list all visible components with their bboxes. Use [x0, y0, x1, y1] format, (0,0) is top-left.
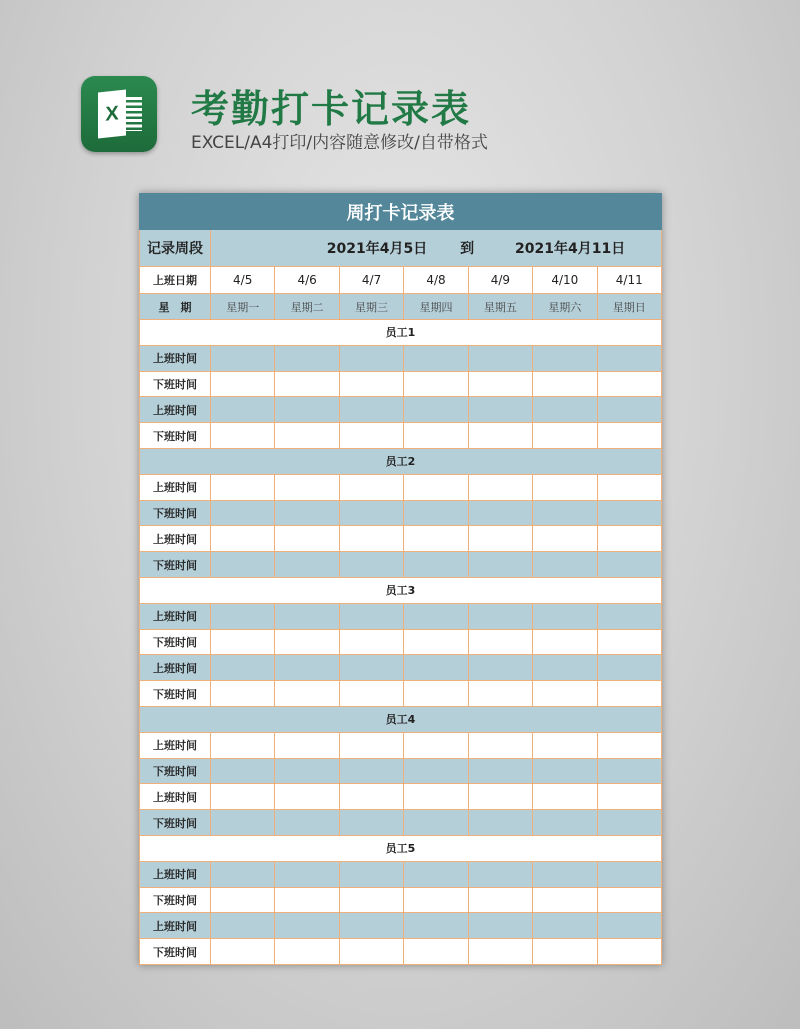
excel-logo-icon: [81, 76, 157, 152]
time-cell[interactable]: [468, 861, 532, 887]
time-row: [140, 939, 662, 965]
time-cell[interactable]: [468, 732, 532, 758]
date-cell[interactable]: 4/6: [275, 267, 339, 294]
date-cell[interactable]: 4/5: [211, 267, 275, 294]
time-cell[interactable]: [339, 371, 403, 397]
time-cell[interactable]: [275, 345, 339, 371]
time-cell[interactable]: [533, 474, 597, 500]
time-cell[interactable]: [597, 526, 661, 552]
time-cell[interactable]: [339, 913, 403, 939]
time-cell[interactable]: [211, 861, 275, 887]
time-cell[interactable]: [468, 423, 532, 449]
time-cell[interactable]: [211, 629, 275, 655]
time-cell[interactable]: [404, 603, 468, 629]
period-label: 记录周段: [140, 230, 211, 267]
sheet-title: 周打卡记录表: [140, 194, 662, 230]
time-row-label: 下班时间: [140, 423, 211, 449]
time-row: [140, 732, 662, 758]
time-cell[interactable]: [404, 758, 468, 784]
time-cell[interactable]: [533, 500, 597, 526]
time-cell[interactable]: [597, 552, 661, 578]
time-cell[interactable]: [339, 474, 403, 500]
time-row-label: 上班时间: [140, 861, 211, 887]
period-to: 到: [460, 241, 475, 257]
employee-header-row: [140, 706, 662, 732]
time-row-label: 下班时间: [140, 939, 211, 965]
weekday-cell: 星期二: [275, 294, 339, 320]
time-cell[interactable]: [533, 810, 597, 836]
time-cell[interactable]: [339, 345, 403, 371]
time-cell[interactable]: [211, 474, 275, 500]
time-cell[interactable]: [211, 758, 275, 784]
time-cell[interactable]: [468, 629, 532, 655]
time-cell[interactable]: [468, 603, 532, 629]
time-cell[interactable]: [533, 552, 597, 578]
period-range[interactable]: [211, 230, 662, 267]
time-cell[interactable]: [468, 784, 532, 810]
employee-header-row: [140, 448, 662, 474]
time-row-label: 下班时间: [140, 758, 211, 784]
time-cell[interactable]: [339, 603, 403, 629]
time-cell[interactable]: [597, 758, 661, 784]
time-row: [140, 913, 662, 939]
time-cell[interactable]: [404, 810, 468, 836]
time-cell[interactable]: [275, 939, 339, 965]
time-cell[interactable]: [339, 758, 403, 784]
attendance-table: [139, 193, 662, 965]
time-cell[interactable]: [275, 861, 339, 887]
time-cell[interactable]: [468, 887, 532, 913]
time-cell[interactable]: [339, 681, 403, 707]
weekday-cell: 星期日: [597, 294, 661, 320]
time-row-label: 上班时间: [140, 732, 211, 758]
time-row: [140, 552, 662, 578]
employee-header-row: [140, 577, 662, 603]
weekday-cell: 星期六: [533, 294, 597, 320]
time-cell[interactable]: [468, 345, 532, 371]
time-cell[interactable]: [468, 655, 532, 681]
time-cell[interactable]: [404, 500, 468, 526]
time-cell[interactable]: [339, 500, 403, 526]
time-cell[interactable]: [339, 397, 403, 423]
time-cell[interactable]: [404, 861, 468, 887]
weekday-cell: 星期五: [468, 294, 532, 320]
time-cell[interactable]: [275, 681, 339, 707]
time-cell[interactable]: [275, 371, 339, 397]
time-cell[interactable]: [533, 939, 597, 965]
time-cell[interactable]: [211, 913, 275, 939]
date-cell[interactable]: 4/11: [597, 267, 661, 294]
attendance-sheet: [139, 193, 662, 965]
time-cell[interactable]: [533, 526, 597, 552]
time-cell[interactable]: [275, 423, 339, 449]
time-row: [140, 397, 662, 423]
time-cell[interactable]: [597, 784, 661, 810]
time-cell[interactable]: [275, 552, 339, 578]
time-cell[interactable]: [339, 939, 403, 965]
time-cell[interactable]: [468, 526, 532, 552]
time-cell[interactable]: [597, 397, 661, 423]
time-cell[interactable]: [339, 810, 403, 836]
time-cell[interactable]: [211, 939, 275, 965]
time-cell[interactable]: [597, 345, 661, 371]
page-title: 考勤打卡记录表: [191, 87, 472, 131]
time-cell[interactable]: [597, 887, 661, 913]
time-cell[interactable]: [533, 784, 597, 810]
time-row-label: 下班时间: [140, 500, 211, 526]
time-cell[interactable]: [468, 939, 532, 965]
logo-grid: [126, 97, 142, 131]
time-cell[interactable]: [468, 397, 532, 423]
time-cell[interactable]: [597, 655, 661, 681]
time-cell[interactable]: [468, 474, 532, 500]
employee-name: 员工2: [140, 448, 662, 474]
time-cell[interactable]: [339, 526, 403, 552]
time-row: [140, 655, 662, 681]
time-cell[interactable]: [275, 732, 339, 758]
time-cell[interactable]: [339, 861, 403, 887]
time-row: [140, 784, 662, 810]
time-cell[interactable]: [211, 423, 275, 449]
time-cell[interactable]: [211, 603, 275, 629]
time-cell[interactable]: [468, 913, 532, 939]
time-cell[interactable]: [533, 345, 597, 371]
time-row: [140, 861, 662, 887]
time-cell[interactable]: [533, 887, 597, 913]
weekday-cell: 星期三: [339, 294, 403, 320]
time-cell[interactable]: [275, 758, 339, 784]
time-cell[interactable]: [468, 758, 532, 784]
time-cell[interactable]: [533, 913, 597, 939]
time-cell[interactable]: [468, 681, 532, 707]
time-row: [140, 758, 662, 784]
employee-name: 员工4: [140, 706, 662, 732]
time-row-label: 上班时间: [140, 603, 211, 629]
time-cell[interactable]: [597, 500, 661, 526]
time-cell[interactable]: [404, 629, 468, 655]
time-row-label: 上班时间: [140, 784, 211, 810]
time-cell[interactable]: [339, 732, 403, 758]
time-row-label: 下班时间: [140, 887, 211, 913]
time-cell[interactable]: [468, 810, 532, 836]
time-cell[interactable]: [468, 552, 532, 578]
employee-header-row: [140, 320, 662, 346]
time-cell[interactable]: [275, 397, 339, 423]
time-cell[interactable]: [339, 887, 403, 913]
time-cell[interactable]: [404, 371, 468, 397]
period-end: 2021年4月11日: [515, 241, 626, 257]
time-cell[interactable]: [275, 526, 339, 552]
time-cell[interactable]: [468, 500, 532, 526]
time-cell[interactable]: [275, 500, 339, 526]
time-row-label: 上班时间: [140, 655, 211, 681]
time-cell[interactable]: [404, 474, 468, 500]
time-cell[interactable]: [404, 887, 468, 913]
time-cell[interactable]: [404, 345, 468, 371]
time-row-label: 上班时间: [140, 474, 211, 500]
time-row: [140, 423, 662, 449]
time-cell[interactable]: [339, 784, 403, 810]
time-cell[interactable]: [211, 552, 275, 578]
time-cell[interactable]: [211, 887, 275, 913]
time-cell[interactable]: [404, 732, 468, 758]
time-cell[interactable]: [597, 861, 661, 887]
time-cell[interactable]: [533, 681, 597, 707]
time-cell[interactable]: [533, 655, 597, 681]
date-cell[interactable]: 4/10: [533, 267, 597, 294]
time-row-label: 下班时间: [140, 552, 211, 578]
time-cell[interactable]: [404, 913, 468, 939]
time-cell[interactable]: [533, 758, 597, 784]
time-cell[interactable]: [275, 913, 339, 939]
time-cell[interactable]: [404, 423, 468, 449]
time-row: [140, 526, 662, 552]
time-cell[interactable]: [275, 603, 339, 629]
time-cell[interactable]: [597, 603, 661, 629]
time-row: [140, 603, 662, 629]
time-cell[interactable]: [275, 810, 339, 836]
time-row-label: 下班时间: [140, 371, 211, 397]
time-cell[interactable]: [597, 939, 661, 965]
time-row-label: 上班时间: [140, 345, 211, 371]
weekday-label: 星 期: [140, 294, 211, 320]
time-row: [140, 887, 662, 913]
time-row: [140, 681, 662, 707]
time-cell[interactable]: [533, 397, 597, 423]
time-row-label: 上班时间: [140, 526, 211, 552]
time-row-label: 上班时间: [140, 913, 211, 939]
time-row: [140, 474, 662, 500]
time-cell[interactable]: [533, 371, 597, 397]
time-cell[interactable]: [211, 732, 275, 758]
time-cell[interactable]: [339, 629, 403, 655]
time-cell[interactable]: [597, 371, 661, 397]
time-cell[interactable]: [275, 784, 339, 810]
time-cell[interactable]: [211, 500, 275, 526]
employee-name: 员工3: [140, 577, 662, 603]
time-cell[interactable]: [404, 397, 468, 423]
time-cell[interactable]: [339, 552, 403, 578]
time-cell[interactable]: [533, 603, 597, 629]
date-cell[interactable]: 4/9: [468, 267, 532, 294]
time-cell[interactable]: [597, 629, 661, 655]
time-cell[interactable]: [339, 423, 403, 449]
time-cell[interactable]: [211, 810, 275, 836]
time-cell[interactable]: [404, 681, 468, 707]
time-row-label: 下班时间: [140, 629, 211, 655]
date-cell[interactable]: 4/8: [404, 267, 468, 294]
period-start: 2021年4月5日: [326, 241, 428, 257]
time-cell[interactable]: [404, 526, 468, 552]
time-row-label: 下班时间: [140, 810, 211, 836]
employee-name: 员工5: [140, 835, 662, 861]
time-row: [140, 500, 662, 526]
date-cell[interactable]: 4/7: [339, 267, 403, 294]
time-cell[interactable]: [275, 655, 339, 681]
time-row: [140, 345, 662, 371]
time-cell[interactable]: [533, 629, 597, 655]
time-row-label: 上班时间: [140, 397, 211, 423]
weekday-cell: 星期一: [211, 294, 275, 320]
time-cell[interactable]: [339, 655, 403, 681]
time-cell[interactable]: [211, 655, 275, 681]
time-cell[interactable]: [211, 397, 275, 423]
time-row-label: 下班时间: [140, 681, 211, 707]
logo-letter: X: [98, 90, 126, 139]
time-cell[interactable]: [597, 681, 661, 707]
time-cell[interactable]: [275, 887, 339, 913]
time-cell[interactable]: [404, 939, 468, 965]
weekday-cell: 星期四: [404, 294, 468, 320]
time-cell[interactable]: [468, 371, 532, 397]
time-row: [140, 371, 662, 397]
employee-name: 员工1: [140, 320, 662, 346]
date-label: 上班日期: [140, 267, 211, 294]
time-row: [140, 629, 662, 655]
time-cell[interactable]: [404, 655, 468, 681]
time-cell[interactable]: [533, 423, 597, 449]
time-cell[interactable]: [597, 913, 661, 939]
time-cell[interactable]: [533, 732, 597, 758]
time-cell[interactable]: [404, 784, 468, 810]
employee-header-row: [140, 835, 662, 861]
time-cell[interactable]: [211, 526, 275, 552]
time-cell[interactable]: [211, 371, 275, 397]
time-cell[interactable]: [211, 784, 275, 810]
time-cell[interactable]: [275, 474, 339, 500]
time-cell[interactable]: [211, 681, 275, 707]
time-row: [140, 810, 662, 836]
time-cell[interactable]: [211, 345, 275, 371]
time-cell[interactable]: [597, 423, 661, 449]
time-cell[interactable]: [597, 474, 661, 500]
page-subtitle: EXCEL/A4打印/内容随意修改/自带格式: [191, 133, 488, 153]
time-cell[interactable]: [275, 629, 339, 655]
time-cell[interactable]: [597, 810, 661, 836]
time-cell[interactable]: [597, 732, 661, 758]
time-cell[interactable]: [533, 861, 597, 887]
time-cell[interactable]: [404, 552, 468, 578]
